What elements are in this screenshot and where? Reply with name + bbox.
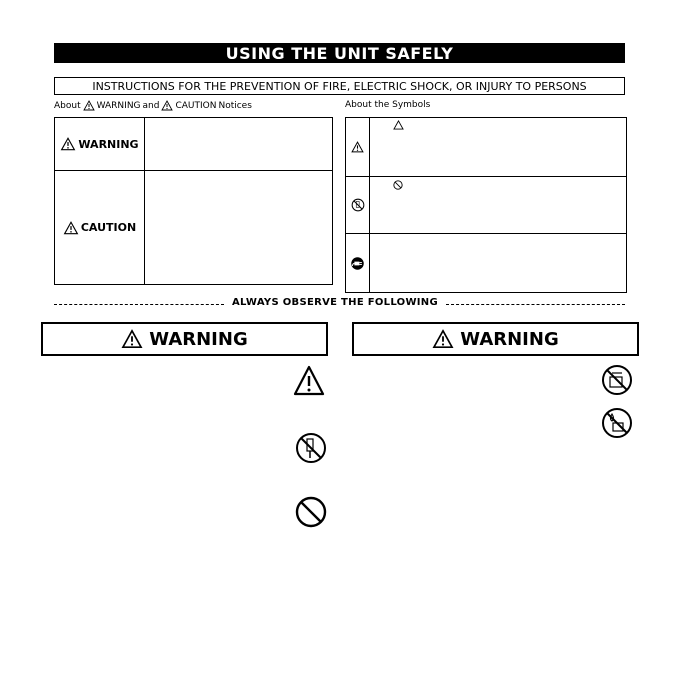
small-prohibition-icon <box>393 180 403 190</box>
prohibition-disassemble-icon <box>351 198 365 212</box>
always-observe-heading: ALWAYS OBSERVE THE FOLLOWING <box>232 297 438 308</box>
symbols-section-label: About the Symbols <box>345 100 431 110</box>
warning-box-right <box>352 322 639 356</box>
no-water-icon <box>600 406 634 440</box>
notice-row-caution <box>55 171 332 284</box>
notice-label-caution <box>55 171 145 284</box>
label-notices: Notices <box>218 100 252 111</box>
label-about: About <box>54 100 81 111</box>
page-title: USING THE UNIT SAFELY <box>54 43 625 63</box>
warning-triangle-icon <box>121 329 143 349</box>
small-triangle-icon <box>393 120 404 130</box>
no-modify-icon <box>600 363 634 397</box>
label-warning: WARNING <box>96 100 141 111</box>
symbols-table <box>345 117 627 293</box>
warning-triangle-icon <box>60 137 76 151</box>
symbol-row-alert <box>346 118 626 177</box>
do-not-disassemble-icon <box>294 431 328 465</box>
notice-row-warning <box>55 118 332 171</box>
caution-triangle-icon <box>63 221 79 235</box>
symbol-row-unplug <box>346 234 626 292</box>
label-and: and <box>142 100 160 111</box>
symbol-row-prohibit <box>346 177 626 234</box>
caution-triangle-icon <box>292 364 326 398</box>
label-caution: CAUTION <box>175 100 217 111</box>
notices-section-label <box>54 100 252 111</box>
warning-triangle-icon <box>83 100 95 111</box>
warning-triangle-icon <box>432 329 454 349</box>
warning-box-right-label: WARNING <box>460 328 559 350</box>
notice-caution-text: CAUTION <box>80 221 137 234</box>
prohibited-icon <box>294 495 328 529</box>
instructions-subtitle: INSTRUCTIONS FOR THE PREVENTION OF FIRE, ELECTRIC SHOCK, OR INJURY TO PERSONS <box>54 77 625 95</box>
unplug-icon <box>350 256 365 271</box>
symbol-cell <box>346 234 370 292</box>
warning-box-left-label: WARNING <box>149 328 248 350</box>
divider-line-right <box>446 304 625 305</box>
warning-box-left <box>41 322 328 356</box>
caution-triangle-icon <box>161 100 173 111</box>
symbol-cell <box>346 177 370 233</box>
symbol-cell <box>346 118 370 176</box>
notice-label-warning <box>55 118 145 170</box>
divider-line-left <box>54 304 224 305</box>
notice-warning-text: WARNING <box>78 137 139 151</box>
alert-triangle-icon <box>351 141 364 153</box>
notices-table <box>54 117 333 285</box>
